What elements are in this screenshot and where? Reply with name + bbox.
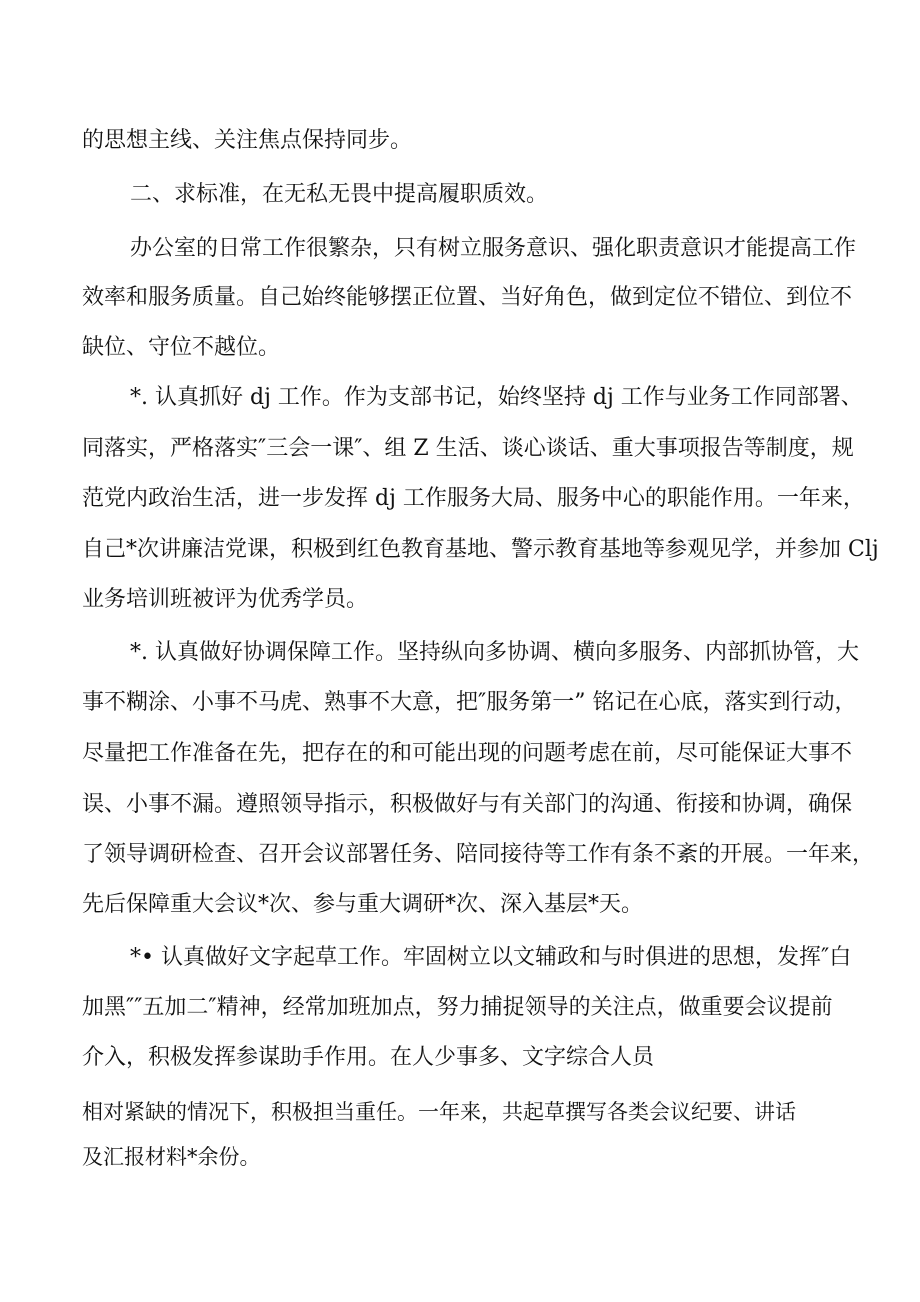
text-line: 同落实，严格落实″三会一课″、组 Z 生活、谈心谈话、重大事项报告等制度，规 xyxy=(82,436,854,461)
text-line: 自己*次讲廉洁党课，积极到红色教育基地、警示教育基地等参观见学，并参加 Clj xyxy=(82,537,879,562)
text-line: 介入，积极发挥参谋助手作用。在人少事多、文字综合人员 xyxy=(82,1045,655,1070)
text-line: *• 认真做好文字起草工作。牢固树立以文辅政和与时俱进的思想，发挥″白 xyxy=(130,945,852,970)
text-line: 误、小事不漏。遵照领导指示，积极做好与有关部门的沟通、衔接和协调，确保 xyxy=(82,792,853,817)
text-line: 业务培训班被评为优秀学员。 xyxy=(82,587,369,612)
text-line: 事不糊涂、小事不马虎、熟事不大意，把″服务第一” 铭记在心底，落实到行动， xyxy=(82,690,857,715)
text-line: 的思想主线、关注焦点保持同步。 xyxy=(82,128,413,153)
text-line: 效率和服务质量。自己始终能够摆正位置、当好角色，做到定位不错位、到位不 xyxy=(82,285,853,310)
text-line: 范党内政治生活，进一步发挥 dj 工作服务大局、服务中心的职能作用。一年来， xyxy=(82,486,865,511)
text-line: 了领导调研检查、召开会议部署任务、陪同接待等工作有条不紊的开展。一年来， xyxy=(82,842,875,867)
text-line: 缺位、守位不越位。 xyxy=(82,335,281,360)
text-line: 先后保障重大会议*次、参与重大调研*次、深入基层*天。 xyxy=(82,892,644,917)
text-line: 加黑″″五加二″精神，经常加班加点，努力捕捉领导的关注点，做重要会议提前 xyxy=(82,995,833,1020)
text-line: *. 认真做好协调保障工作。坚持纵向多协调、横向多服务、内部抓协管，大 xyxy=(130,640,859,665)
text-line: 办公室的日常工作很繁杂，只有树立服务意识、强化职责意识才能提高工作 xyxy=(130,236,857,261)
text-line: *. 认真抓好 dj 工作。作为支部书记，始终坚持 dj 工作与业务工作同部署、 xyxy=(130,385,863,410)
text-line: 尽量把工作准备在先，把存在的和可能出现的问题考虑在前，尽可能保证大事不 xyxy=(82,741,853,766)
section-heading: 二、求标准，在无私无畏中提高履职质效。 xyxy=(130,182,549,207)
text-line: 相对紧缺的情况下，积极担当重任。一年来，共起草撰写各类会议纪要、讲话 xyxy=(82,1100,796,1124)
text-line: 及汇报材料*余份。 xyxy=(82,1145,261,1169)
